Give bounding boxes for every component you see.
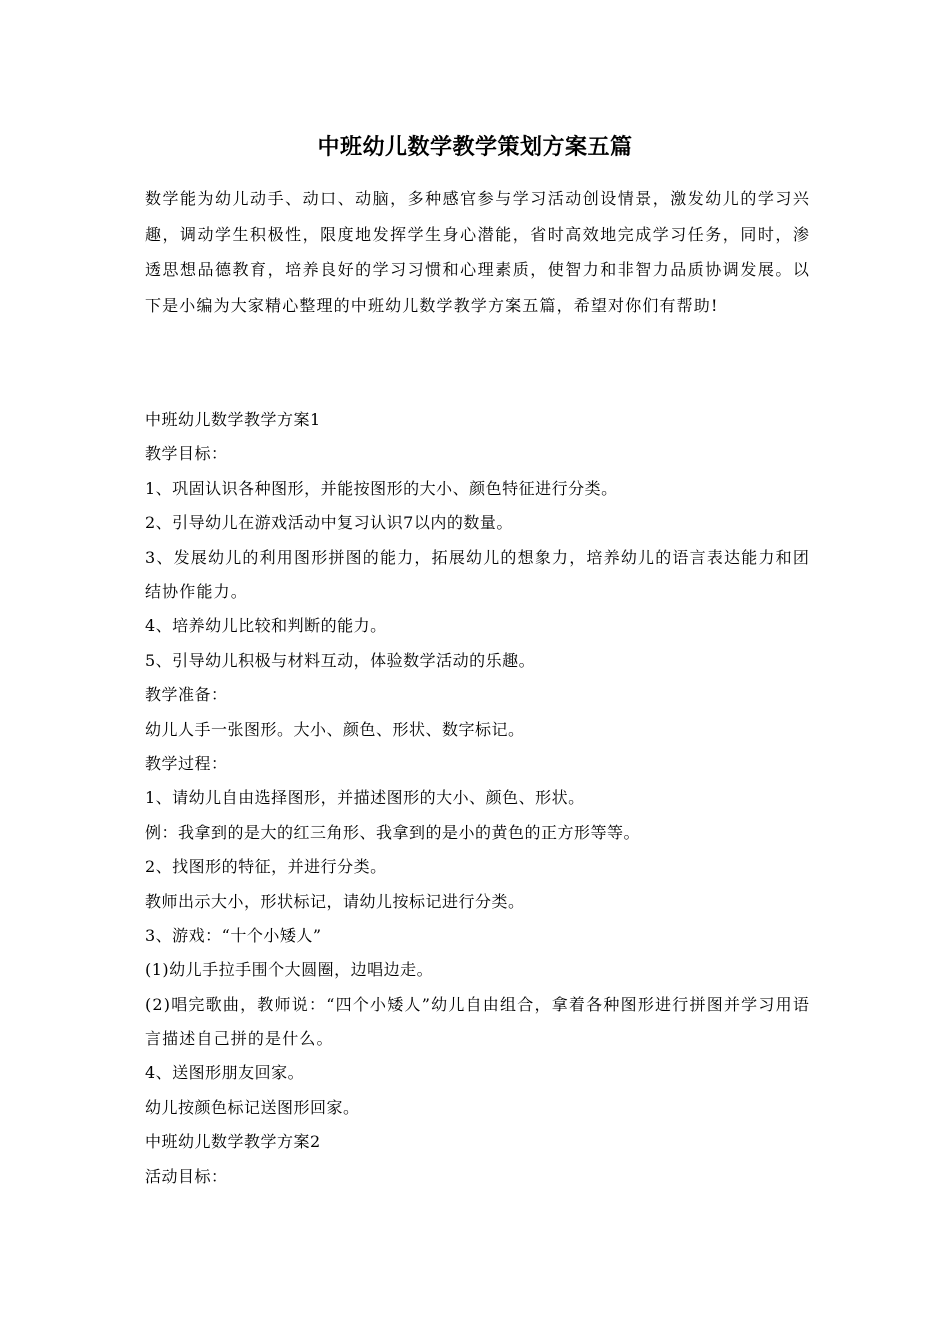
goal-item-2: 2、引导幼儿在游戏活动中复习认识7以内的数量。: [145, 513, 513, 533]
subheading-teaching-preparation: 教学准备：: [145, 685, 228, 705]
subheading-teaching-goals: 教学目标：: [145, 444, 228, 464]
document-title: 中班幼儿数学教学策划方案五篇: [317, 134, 633, 160]
goal-item-5: 5、引导幼儿积极与材料互动，体验数学活动的乐趣。: [145, 650, 536, 670]
preparation-text: 幼儿人手一张图形。大小、颜色、形状、数字标记。: [145, 719, 525, 739]
goal-item-4: 4、培养幼儿比较和判断的能力。: [145, 616, 387, 636]
process-step-2-detail: 教师出示大小，形状标记，请幼儿按标记进行分类。: [145, 891, 525, 911]
process-step-3: 3、游戏：“十个小矮人”: [145, 925, 322, 945]
section-heading-plan-1: 中班幼儿数学教学方案1: [145, 410, 321, 429]
process-example: 例：我拿到的是大的红三角形、我拿到的是小的黄色的正方形等等。: [145, 822, 641, 842]
process-step-4-detail: 幼儿按颜色标记送图形回家。: [145, 1097, 360, 1117]
subheading-activity-goals: 活动目标：: [145, 1166, 228, 1186]
process-step-1: 1、请幼儿自由选择图形，并描述图形的大小、颜色、形状。: [145, 788, 585, 808]
section-heading-plan-2: 中班幼儿数学教学方案2: [145, 1132, 321, 1152]
goal-item-3: 3、发展幼儿的利用图形拼图的能力，拓展幼儿的想象力，培养幼儿的语言表达能力和团结协作能力。: [145, 547, 810, 601]
process-step-3-part-2: (2)唱完歌曲，教师说：“四个小矮人”幼儿自由组合，拿着各种图形进行拼图并学习用语言描述自己拼的是什么。: [145, 994, 810, 1049]
process-step-2: 2、找图形的特征，并进行分类。: [145, 857, 387, 877]
subheading-teaching-process: 教学过程：: [145, 753, 228, 773]
intro-paragraph: 数学能为幼儿动手、动口、动脑，多种感官参与学习活动创设情景，激发幼儿的学习兴趣，调动学生积极性，限度地发挥学生身心潜能，省时高效地完成学习任务，同时，渗透思想品德教育，培养良好的学习习惯和心理素质，使智力和非智力品质协调发展。以下是小编为大家精心整理的中班幼儿数学教学方案五篇，希望对你们有帮助!: [145, 189, 810, 315]
document-body: [145, 403, 810, 1194]
goal-item-1: 1、巩固认识各种图形，并能按图形的大小、颜色特征进行分类。: [145, 478, 618, 498]
process-step-3-part-1: (1)幼儿手拉手围个大圆圈，边唱边走。: [145, 960, 434, 980]
process-step-4: 4、送图形朋友回家。: [145, 1063, 305, 1083]
